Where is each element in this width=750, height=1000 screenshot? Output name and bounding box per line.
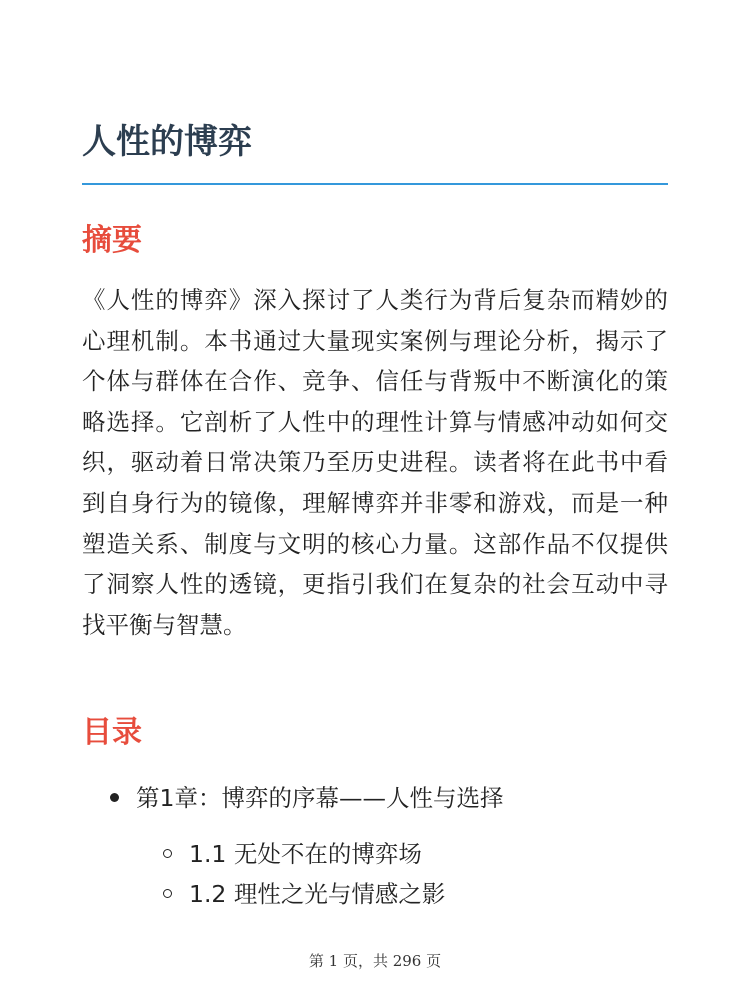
page-number-footer: 第 1 页，共 296 页 [308, 952, 442, 970]
toc-section-label: 1.1 无处不在的博弈场 [189, 840, 422, 868]
title-divider [82, 183, 668, 185]
bullet-disc-icon [110, 793, 119, 802]
toc-list [0, 778, 750, 914]
toc-chapter-label: 第1章：博弈的序幕——人性与选择 [136, 784, 504, 812]
toc-section-1-1[interactable] [0, 834, 750, 874]
toc-section-label: 1.2 理性之光与情感之影 [189, 880, 446, 908]
toc-heading: 目录 [82, 715, 142, 750]
toc-chapter-1[interactable] [0, 778, 750, 914]
toc-section-1-2[interactable] [0, 874, 750, 914]
bullet-circle-icon [163, 849, 172, 858]
bullet-circle-icon [163, 889, 172, 898]
toc-sublist [136, 834, 750, 914]
summary-heading: 摘要 [82, 223, 142, 258]
summary-paragraph: 《人性的博弈》深入探讨了人类行为背后复杂而精妙的心理机制。本书通过大量现实案例与理论分析，揭示了个体与群体在合作、竞争、信任与背叛中不断演化的策略选择。它剖析了人性中的理性计算与情感冲动如何交织，驱动着日常决策乃至历史进程。读者将在此书中看到自身行为的镜像，理解博弈并非零和游戏，而是一种塑造关系、制度与文明的核心力量。这部作品不仅提供了洞察人性的透镜，更指引我们在复杂的社会互动中寻找平衡与智慧。 [82, 286, 668, 639]
document-title: 人性的博弈 [82, 122, 252, 162]
